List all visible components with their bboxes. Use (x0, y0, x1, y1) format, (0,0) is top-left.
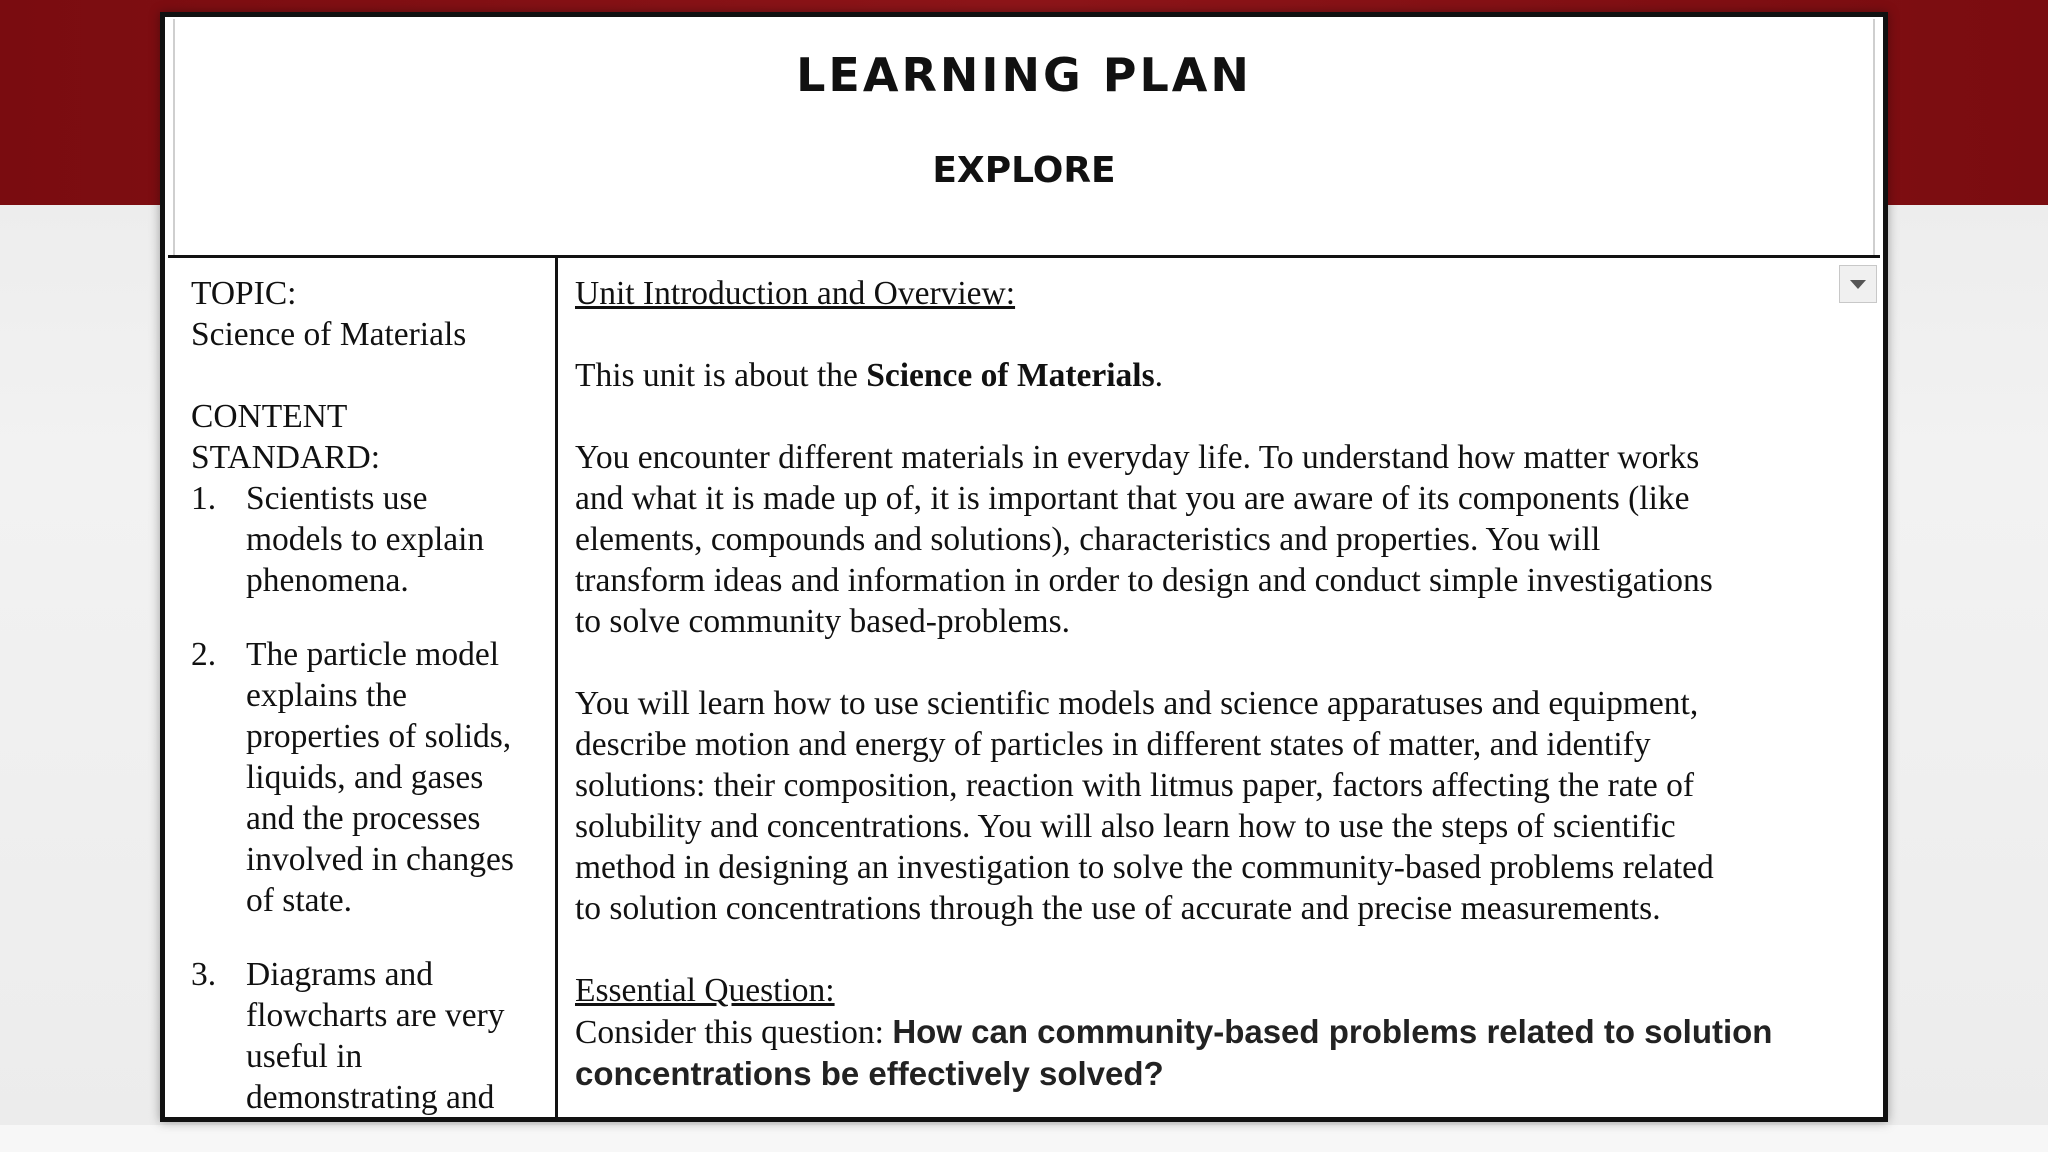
page-subtitle: EXPLORE (932, 150, 1116, 191)
paragraph-line: transform ideas and information in order to design and conduct simple investigations (575, 562, 1713, 599)
standard-number: 1. (191, 480, 217, 517)
background-strip (0, 1125, 2048, 1152)
standard-item (191, 954, 555, 1118)
paragraph-line: describe motion and energy of particles in different states of matter, and identify (575, 726, 1651, 763)
standard-line: involved in changes (246, 841, 514, 878)
intro-bold: Science of Materials (866, 357, 1155, 394)
standard-number: 3. (191, 956, 217, 993)
learning-plan-page (160, 12, 1888, 1122)
standard-line: explains the (246, 677, 407, 714)
essential-question-bold-line2: concentrations be effectively solved? (575, 1055, 1164, 1092)
paragraph-line: You encounter different materials in everyday life. To understand how matter works (575, 439, 1700, 476)
paragraph-line: and what it is made up of, it is important that you are aware of its components (like (575, 480, 1690, 517)
overview-heading: Unit Introduction and Overview: (575, 275, 1016, 312)
page-title: LEARNING PLAN (796, 48, 1252, 102)
paragraph-line: You will learn how to use scientific models and science apparatuses and equipment, (575, 685, 1699, 722)
essential-question-bold-line1: How can community-based problems related to solution (892, 1013, 1773, 1050)
intro-sentence (575, 355, 1850, 396)
paragraph-line: to solution concentrations through the use of accurate and precise measurements. (575, 890, 1661, 927)
topic-label: TOPIC: (191, 275, 297, 312)
content-standard-label-line1: CONTENT (191, 398, 348, 435)
standard-line: flowcharts are very (246, 997, 505, 1034)
standard-line: and the processes (246, 800, 481, 837)
content-standard-label-line2: STANDARD: (191, 439, 381, 476)
standard-line: models to explain (246, 521, 485, 558)
paragraph-line: method in designing an investigation to solve the community-based problems related (575, 849, 1714, 886)
paragraph-2 (575, 683, 1850, 929)
dropdown-button[interactable] (1839, 265, 1877, 303)
plan-header (173, 19, 1875, 255)
standard-line: of state. (246, 882, 353, 919)
essential-question (575, 1011, 1850, 1095)
standard-item (191, 634, 555, 921)
paragraph-line: to solve community based-problems. (575, 603, 1070, 640)
paragraph-line: elements, compounds and solutions), characteristics and properties. You will (575, 521, 1601, 558)
list-spacer (191, 601, 555, 634)
plan-table (168, 255, 1880, 1122)
left-column (168, 258, 558, 1122)
standard-line: demonstrating and (246, 1079, 495, 1116)
standard-line: liquids, and gases (246, 759, 484, 796)
paragraph-1 (575, 437, 1850, 642)
chevron-down-icon (1848, 278, 1868, 290)
essential-question-heading: Essential Question: (575, 972, 835, 1009)
standard-line: Diagrams and (246, 956, 433, 993)
standard-line: useful in (246, 1038, 363, 1075)
paragraph-line: solubility and concentrations. You will also learn how to use the steps of scientific (575, 808, 1676, 845)
right-column (558, 258, 1880, 1122)
paragraph-line: solutions: their composition, reaction with litmus paper, factors affecting the rate of (575, 767, 1695, 804)
standard-line: Scientists use (246, 480, 428, 517)
topic-value: Science of Materials (191, 316, 467, 353)
intro-suffix: . (1154, 357, 1163, 394)
intro-prefix: This unit is about the (575, 357, 867, 394)
list-spacer (191, 921, 555, 954)
essential-question-prefix: Consider this question: (575, 1014, 893, 1051)
standard-line: The particle model (246, 636, 500, 673)
content-standard-list (191, 478, 555, 1118)
standard-line: phenomena. (246, 562, 409, 599)
standard-item (191, 478, 555, 601)
standard-number: 2. (191, 636, 217, 673)
standard-line: properties of solids, (246, 718, 512, 755)
content-standard-label (191, 396, 555, 478)
